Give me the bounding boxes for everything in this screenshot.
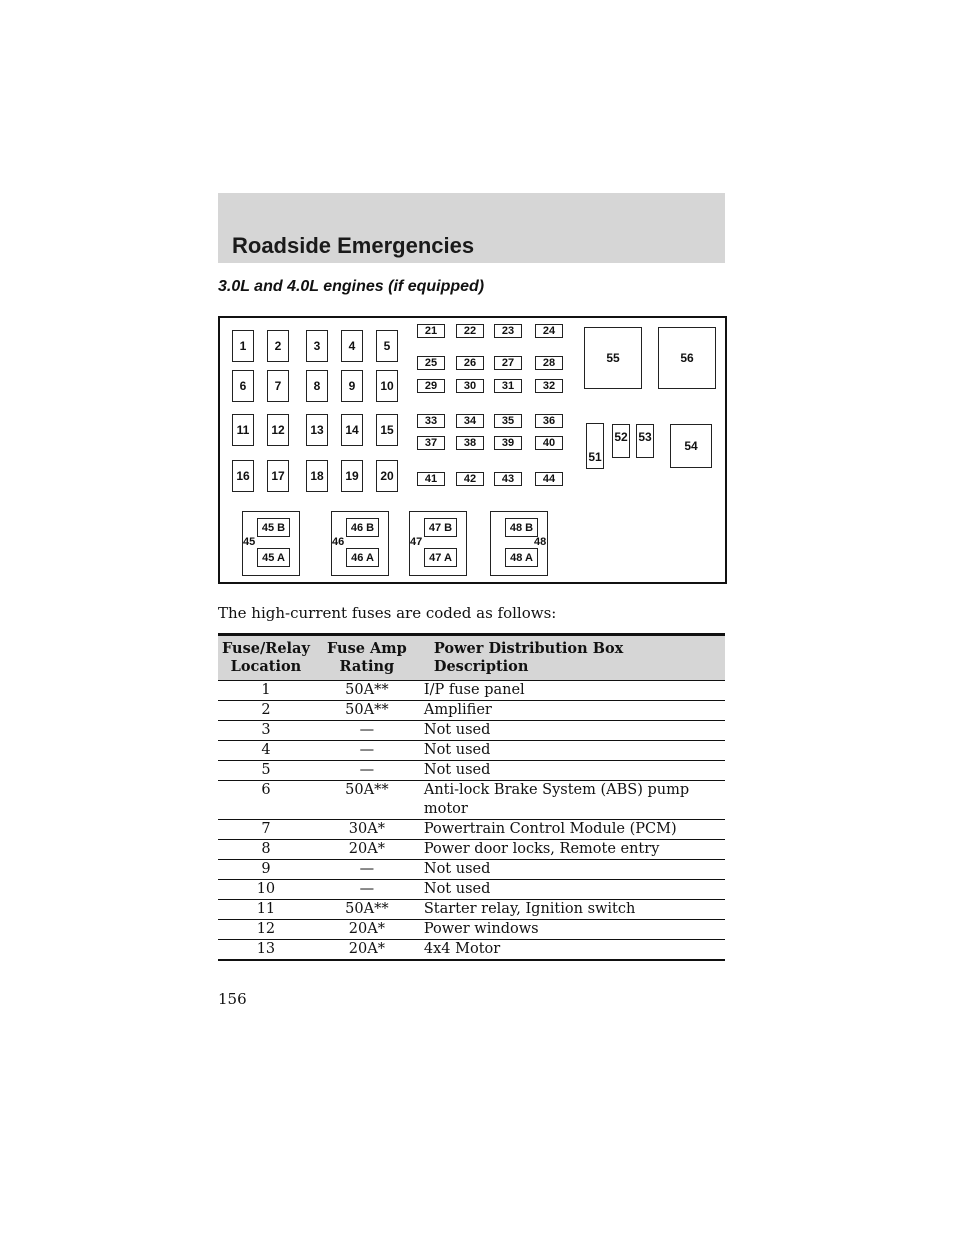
fuse-pair-top: 47 B [424, 518, 457, 537]
cell-description: I/P fuse panel [420, 681, 725, 701]
cell-description: Powertrain Control Module (PCM) [420, 820, 725, 840]
fuse-slot: 5 [376, 330, 398, 362]
cell-rating: — [314, 741, 420, 761]
table-row [218, 820, 725, 840]
cell-description: Not used [420, 860, 725, 880]
cell-location: 6 [218, 781, 314, 820]
fuse-slot: 14 [341, 414, 363, 446]
fuse-slot: 4 [341, 330, 363, 362]
cell-location: 8 [218, 840, 314, 860]
table-row [218, 840, 725, 860]
fuse-slot: 11 [232, 414, 254, 446]
cell-rating: — [314, 761, 420, 781]
table-header-row [218, 635, 725, 681]
mini-fuse-slot: 30 [456, 379, 484, 393]
cell-description: Starter relay, Ignition switch [420, 900, 725, 920]
mini-fuse-slot: 43 [494, 472, 522, 486]
intro-text: The high-current fuses are coded as follows: [218, 604, 557, 622]
fuse-slot: 2 [267, 330, 289, 362]
fuse-pair-number: 45 [243, 536, 256, 548]
page-number: 156 [218, 990, 247, 1008]
cell-description: Not used [420, 761, 725, 781]
cell-rating: — [314, 880, 420, 900]
table-row [218, 721, 725, 741]
cell-location: 7 [218, 820, 314, 840]
cell-rating: 50A** [314, 781, 420, 820]
fuse-slot: 13 [306, 414, 328, 446]
mini-fuse-slot: 34 [456, 414, 484, 428]
cell-location: 11 [218, 900, 314, 920]
table-row [218, 781, 725, 820]
cell-rating: 20A* [314, 840, 420, 860]
cell-description: Power windows [420, 920, 725, 940]
table-row [218, 880, 725, 900]
engine-subtitle: 3.0L and 4.0L engines (if equipped) [218, 278, 485, 295]
fuse-slot: 20 [376, 460, 398, 492]
fuse-slot: 15 [376, 414, 398, 446]
cell-description: Anti-lock Brake System (ABS) pump motor [420, 781, 725, 820]
mini-fuse-slot: 23 [494, 324, 522, 338]
cell-location: 10 [218, 880, 314, 900]
cell-description: Power door locks, Remote entry [420, 840, 725, 860]
table-row [218, 701, 725, 721]
mini-fuse-slot: 41 [417, 472, 445, 486]
fuse-pair-top: 46 B [346, 518, 379, 537]
mini-fuse-slot: 39 [494, 436, 522, 450]
fuse-pair-bottom: 45 A [257, 548, 290, 567]
fuse-slot: 19 [341, 460, 363, 492]
fuse-slot: 10 [376, 370, 398, 402]
mini-fuse-slot: 37 [417, 436, 445, 450]
table-row [218, 900, 725, 920]
fuse-slot: 17 [267, 460, 289, 492]
table-row [218, 761, 725, 781]
fuse-pair-number: 46 [332, 536, 345, 548]
cell-rating: 50A** [314, 900, 420, 920]
mini-fuse-slot: 32 [535, 379, 563, 393]
cell-description: Amplifier [420, 701, 725, 721]
relay-slot: 55 [584, 327, 642, 389]
fuse-pair-bottom: 48 A [505, 548, 538, 567]
mini-fuse-slot: 35 [494, 414, 522, 428]
mini-fuse-slot: 44 [535, 472, 563, 486]
cell-description: Not used [420, 721, 725, 741]
fuse-slot: 16 [232, 460, 254, 492]
fuse-pair-number: 47 [410, 536, 423, 548]
table-row [218, 940, 725, 961]
mini-fuse-slot: 33 [417, 414, 445, 428]
fuse-table [218, 633, 725, 961]
mini-fuse-slot: 26 [456, 356, 484, 370]
mini-fuse-slot: 28 [535, 356, 563, 370]
cell-rating: 50A** [314, 701, 420, 721]
mini-fuse-slot: 38 [456, 436, 484, 450]
table-row [218, 860, 725, 880]
relay-slot: 53 [636, 424, 654, 458]
mini-fuse-slot: 36 [535, 414, 563, 428]
fuse-pair-bottom: 46 A [346, 548, 379, 567]
col-header-location: Fuse/Relay Location [218, 635, 314, 681]
relay-slot: 54 [670, 424, 712, 468]
cell-location: 5 [218, 761, 314, 781]
relay-slot: 56 [658, 327, 716, 389]
fuse-slot: 8 [306, 370, 328, 402]
fuse-slot: 7 [267, 370, 289, 402]
table-row [218, 741, 725, 761]
cell-rating: 50A** [314, 681, 420, 701]
relay-slot: 52 [612, 424, 630, 458]
mini-fuse-slot: 24 [535, 324, 563, 338]
cell-location: 3 [218, 721, 314, 741]
mini-fuse-slot: 22 [456, 324, 484, 338]
fuse-slot: 18 [306, 460, 328, 492]
fuse-pair-bottom: 47 A [424, 548, 457, 567]
fuse-slot: 6 [232, 370, 254, 402]
fuse-pair-top: 45 B [257, 518, 290, 537]
mini-fuse-slot: 31 [494, 379, 522, 393]
cell-location: 9 [218, 860, 314, 880]
col-header-rating: Fuse Amp Rating [314, 635, 420, 681]
fuse-slot: 3 [306, 330, 328, 362]
table-row [218, 920, 725, 940]
cell-location: 12 [218, 920, 314, 940]
mini-fuse-slot: 29 [417, 379, 445, 393]
cell-rating: 30A* [314, 820, 420, 840]
cell-rating: — [314, 860, 420, 880]
mini-fuse-slot: 42 [456, 472, 484, 486]
mini-fuse-slot: 40 [535, 436, 563, 450]
cell-rating: 20A* [314, 940, 420, 961]
col-header-description: Power Distribution Box Description [420, 635, 725, 681]
cell-location: 13 [218, 940, 314, 961]
fuse-pair-number: 48 [534, 536, 547, 548]
table-row [218, 681, 725, 701]
mini-fuse-slot: 27 [494, 356, 522, 370]
fuse-slot: 12 [267, 414, 289, 446]
mini-fuse-slot: 25 [417, 356, 445, 370]
fuse-pair-top: 48 B [505, 518, 538, 537]
fuse-box-diagram [218, 316, 727, 584]
cell-location: 1 [218, 681, 314, 701]
cell-description: Not used [420, 880, 725, 900]
cell-description: Not used [420, 741, 725, 761]
fuse-slot: 9 [341, 370, 363, 402]
relay-slot: 51 [586, 423, 604, 469]
fuse-slot: 1 [232, 330, 254, 362]
cell-rating: — [314, 721, 420, 741]
cell-location: 4 [218, 741, 314, 761]
cell-rating: 20A* [314, 920, 420, 940]
cell-location: 2 [218, 701, 314, 721]
section-header [218, 193, 725, 263]
cell-description: 4x4 Motor [420, 940, 725, 961]
section-title: Roadside Emergencies [232, 233, 475, 258]
mini-fuse-slot: 21 [417, 324, 445, 338]
